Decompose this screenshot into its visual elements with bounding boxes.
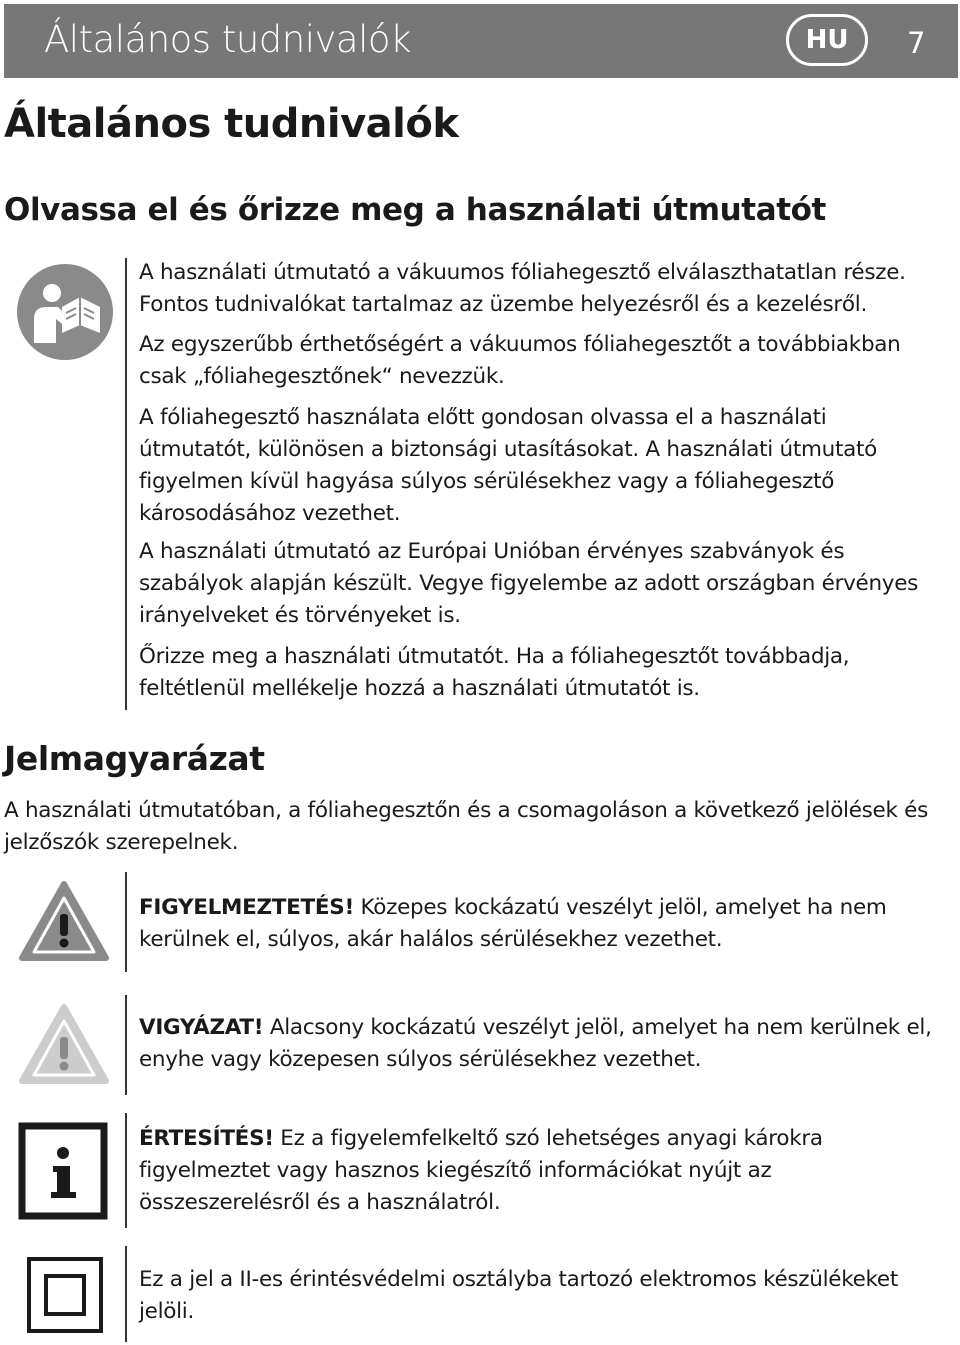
warning-triangle-light-icon [18, 1003, 110, 1085]
language-badge: HU [786, 14, 868, 66]
paragraph-4: A használati útmutató az Európai Unióban érvényes szabványok és szabályok alapján készült. Vegye figyelembe az adott országban érvényes irányelveket és törvényeket is. [139, 539, 919, 628]
divider-line [125, 995, 127, 1095]
paragraph-2: Az egyszerűbb érthetőségért a vákuumos fóliahegesztőt a továbbiakban csak „fóliahegesztőnek“ nevezzük. [139, 332, 901, 389]
legend-item-protection-class [139, 1264, 939, 1328]
legend-item-notice [139, 1123, 939, 1219]
signal-word: ÉRTESÍTÉS! [139, 1126, 274, 1151]
legend-text: Ez a jel a II-es érintésvédelmi osztályba tartozó elektromos készülékeket jelöli. [139, 1267, 898, 1324]
protection-class-ii-icon [26, 1256, 104, 1334]
signal-word: VIGYÁZAT! [139, 1015, 264, 1040]
legend-item-caution [139, 1012, 939, 1076]
warning-triangle-dark-icon [18, 880, 110, 962]
legend-text: Közepes kockázatú veszélyt jelöl, amelyet ha nem kerülnek el, súlyos, akár halálos sérülésekhez vezethet. [139, 895, 887, 952]
info-icon [18, 1122, 108, 1220]
section-heading-legend: Jelmagyarázat [4, 739, 265, 778]
header-title: Általános tudnivalók [44, 18, 411, 61]
page-header [4, 4, 958, 78]
legend-text: Alacsony kockázatú veszélyt jelöl, amelyet ha nem kerülnek el, enyhe vagy közepesen súlyos sérülésekhez vezethet. [139, 1015, 932, 1072]
section-heading-read: Olvassa el és őrizze meg a használati útmutatót [4, 192, 826, 228]
signal-word: FIGYELMEZTETÉS! [139, 895, 354, 920]
paragraph-5: Őrizze meg a használati útmutatót. Ha a fóliahegesztőt továbbadja, feltétlenül mellékelje hozzá a használati útmutatót is. [139, 644, 850, 701]
paragraph-3: A fóliahegesztő használata előtt gondosan olvassa el a használati útmutatót, különösen a biztonsági utasításokat. A használati útmutató figyelmen kívül hagyása súlyos sérülésekhez vagy a fóliahegesztő károsodásához vezethet. [139, 405, 877, 526]
legend-text: Ez a figyelemfelkeltő szó lehetséges anyagi károkra figyelmeztet vagy hasznos kiegészítő információkat nyújt az összeszerelésről és a használatról. [139, 1126, 823, 1215]
divider-line [125, 1246, 127, 1342]
paragraph-1: A használati útmutató a vákuumos fóliahegesztő elválaszthatatlan része. Fontos tudnivalókat tartalmaz az üzembe helyezésről és a kezelésről. [139, 260, 906, 317]
divider-line [125, 872, 127, 972]
divider-line [125, 258, 127, 710]
page-title: Általános tudnivalók [4, 101, 459, 147]
page-number: 7 [907, 26, 926, 60]
read-manual-icon [16, 263, 114, 361]
divider-line [125, 1113, 127, 1228]
legend-item-warning [139, 892, 939, 956]
legend-intro: A használati útmutatóban, a fóliahegesztőn és a csomagoláson a következő jelölések és jelzőszók szerepelnek. [4, 798, 928, 855]
